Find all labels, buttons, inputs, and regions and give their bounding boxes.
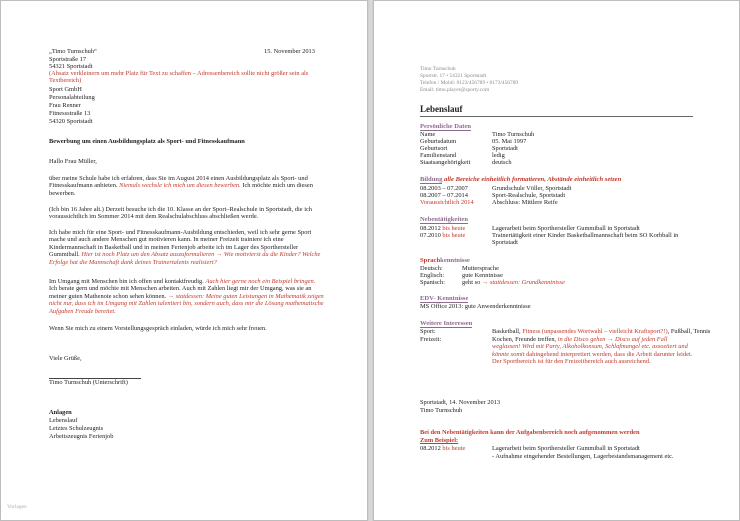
row-label: Geburtsdatum (420, 138, 457, 145)
row-label: 08.2012 (420, 225, 441, 232)
letter-paragraph-3 (49, 229, 325, 266)
recipient-line: 54320 Sportstadt (49, 118, 93, 125)
cv-sign-name: Timo Turnschuh (420, 407, 463, 414)
row-value: Trainertätigkeit einer Kinder Basketballmannschaft beim SO Korbball in Sportstadt (492, 232, 679, 247)
row-value: Grundschule Völler, Sportstadt (492, 185, 572, 192)
cv-head-phone: Telefon / Mobil: 0123/456789 • 0173/456789 (420, 80, 519, 86)
row-label: Name (420, 131, 436, 138)
recipient-line: Fitnessstraße 13 (49, 110, 91, 117)
cv-title: Lebenslauf (420, 104, 463, 114)
cv-head-address: Sportstr. 17 • 54321 Sportstadt (420, 73, 487, 79)
sender-name: „Timo Turnschuh“ (49, 48, 97, 55)
cv-head-name: Timo Turnschuh (420, 66, 456, 72)
recipient-line: Frau Renner (49, 102, 81, 109)
cv-bottom-example: Zum Beispiel: (420, 437, 459, 444)
p4-text: Im Umgang mit Menschen bin ich offen und kontaktfreudig. (49, 278, 204, 285)
address-note: (Absatz verkleinern um mehr Platz für Text zu schaffen – Adressenbereich sollte nicht größer sein als Textbereich) (49, 70, 309, 85)
cv-bottom-note: Bei den Nebentätigkeiten kann der Aufgabenbereich noch aufgenommen werden (420, 429, 640, 436)
row-value: Abschluss: Mittlere Reife (492, 199, 558, 206)
row-value: Lagerarbeit beim Sporthersteller Gummiball in Sportstadt (492, 445, 640, 452)
letter-subject: Bewerbung um einen Ausbildungsplatz als Sport- und Fitnesskaufmann (49, 138, 245, 145)
p1-note: Niemals wechsle ich mich um diesen bewerben. (119, 182, 241, 190)
row-label: 07.2010 (420, 232, 441, 239)
cover-letter-page (0, 0, 368, 521)
row-label: Geburtsort (420, 145, 448, 152)
row-label-note: bis heute (442, 225, 466, 232)
education-note: alle Bereiche einheitlich formatieren, Abstände einheitlich setzen (444, 176, 622, 183)
sender-city: 54321 Sportstadt (49, 63, 93, 70)
row-note: → stattdessen: Grundkenntnisse (481, 279, 565, 286)
interests-section-title: Weitere Interessen (420, 320, 473, 327)
letter-paragraph-1 (49, 175, 325, 197)
p1-text: über meine Schule habe ich erfahren, dass Sie im August 2014 einen Ausbildungsplatz als Sport- und Fitnesskaufmann anbieten. (49, 175, 308, 190)
row-label: Staatsangehörigkeit (420, 159, 471, 166)
freizeit-value (492, 336, 695, 366)
edv-section-title: EDV- Kenntnisse (420, 295, 469, 302)
row-label: Spanisch: (420, 279, 445, 286)
letter-paragraph-4 (49, 278, 325, 315)
row-label: 08.2012 (420, 445, 441, 452)
recipient-line: Sport GmbH (49, 86, 82, 93)
row-label-note: bis heute (442, 445, 466, 452)
row-value: Muttersprache (462, 265, 499, 272)
row-value: 05. Mai 1997 (492, 138, 527, 145)
languages-title-a: Sprach (420, 257, 441, 264)
sender-street: Sportstraße 17 (49, 56, 87, 63)
row-value: Lagerarbeit beim Sporthersteller Gummiball in Sportstadt (492, 225, 640, 232)
cv-title-rule (420, 116, 693, 117)
letter-salutation: Hallo Frau Müller, (49, 158, 97, 165)
freizeit-label: Freizeit: (420, 336, 442, 343)
attachments-title: Anlagen (49, 409, 72, 416)
jobs-section-title: Nebentätigkeiten (420, 216, 468, 223)
p1-tail: Ich möchte mich um diesen bewerben. (49, 182, 313, 197)
languages-title-b: kenntnisse (440, 257, 470, 264)
education-section-title (420, 176, 621, 183)
row-label: Sport: (420, 328, 436, 335)
languages-section-title (420, 257, 470, 264)
freizeit-note: in die Disco gehen → Disco auf jeden Fall weglassen! Wird mit Party, Alkoholkonsum, Schlafmangel etc. assoziiert und könnte somit (492, 336, 688, 358)
row-value: Sportstadt (492, 145, 518, 152)
p3-text: Ich habe mich für eine Sport- und Fitnesskaufmann-Ausbildung entschieden, weil ich sehr gerne Sport mache und auch andere Menschen gut motivieren kann. In meiner Freizeit trainiere ich eine Kindermannschaft in Basketball und in meinen Ferienjob arbeite ich im Lager des Sporthersteller Gummiball. (49, 229, 312, 259)
recipient-line: Personalabteilung (49, 94, 95, 101)
row-value: deutsch (492, 159, 512, 166)
row-label: 08.2007 – 07.2014 (420, 192, 468, 199)
letter-date: 15. November 2013 (264, 48, 315, 55)
row-value: Timo Turnschuh (492, 131, 535, 138)
p4-note-1: Auch hier gerne noch ein Beispiel bringen. (205, 278, 316, 285)
row-label: Voraussichtlich 2014 (420, 199, 474, 206)
row-value: gute Kenntnisse (462, 272, 503, 279)
row-label: Familienstand (420, 152, 457, 159)
sport-note: Fitness (unpassendes Wortwahl – vielleicht Kraftsport?!) (522, 328, 668, 335)
education-title: Bildung (420, 176, 443, 183)
freizeit-text-b: dahingehend interpretiert werden, dass die Arbeit darunter leidet. Der Sportbereich ist für den Freizeitbereich auch ausreichend. (492, 350, 693, 366)
row-label: Deutsch: (420, 265, 443, 272)
row-label-note: bis heute (442, 232, 466, 239)
letter-signature: Timo Turnschuh (Unterschrift) (49, 379, 128, 386)
freizeit-text-a: Kochen, Freunde treffen, (492, 336, 557, 343)
sport-value-a: Basketball, (492, 328, 521, 335)
sport-value-b: , Fußball, Tennis (667, 328, 711, 335)
attachment-item: Lebenslauf (49, 417, 78, 424)
p4-note-2: → statdessen: Meine guten Leistungen in Mathematik zeigen nicht nur, dass ich im Umgang mit Zahlen talentiert bin, sondern auch, dass mir die Lösung mathematische Aufgaben Freude bereitet. (49, 292, 324, 315)
row-label: Englisch: (420, 272, 445, 279)
personal-section-title: Persönliche Daten (420, 123, 472, 130)
edv-value: MS Office 2013: gute Anwenderkenntnisse (420, 303, 531, 310)
watermark: Vorlagen (7, 504, 27, 510)
attachment-item: Arbeitszeugnis Ferienjob (49, 433, 114, 440)
row-label: 08.2003 – 07.2007 (420, 185, 468, 192)
attachment-item: Letztes Schulzeugnis (49, 425, 104, 432)
cv-page (373, 0, 740, 521)
cv-place-date: Sportstadt, 14. November 2013 (420, 399, 501, 406)
example-sub: - Aufnahme eingehender Bestellungen, Lagerbestandsmanagement etc. (492, 453, 674, 460)
p4-text-2: Ich berate gern und möchte mit Menschen arbeiten. Auch mit Zahlen liegt mir der Umgang, was sie an meiner guten Mathenote schon sehen können. (49, 285, 312, 300)
letter-paragraph-5: Wenn Sie mich zu einem Vorstellungsgespräch einladen, würde ich mich sehr freuen. (49, 325, 267, 332)
row-value: Sport-Realschule, Sportstadt (492, 192, 566, 199)
p3-note: Hier ist noch Platz um den Absatz auszuformulieren → Wie motivierst du die Kinder? Welche Erfolge hat die Mannschaft dank deines Trainertalents realisiert? (49, 251, 321, 266)
letter-closing: Viele Grüße, (49, 355, 82, 362)
row-value: geht so (462, 279, 481, 286)
row-value: ledig (492, 152, 505, 159)
cv-head-email: Email: timo.player@sporty.com (420, 87, 490, 93)
letter-paragraph-2: (Ich bin 16 Jahre alt.) Derzeit besuche ich die 10. Klasse an der Sport–Realschule in Sportstadt, die ich voraussichtlich im Sommer 2014 mit dem Realschulabschluss abschließen werde. (49, 206, 313, 221)
